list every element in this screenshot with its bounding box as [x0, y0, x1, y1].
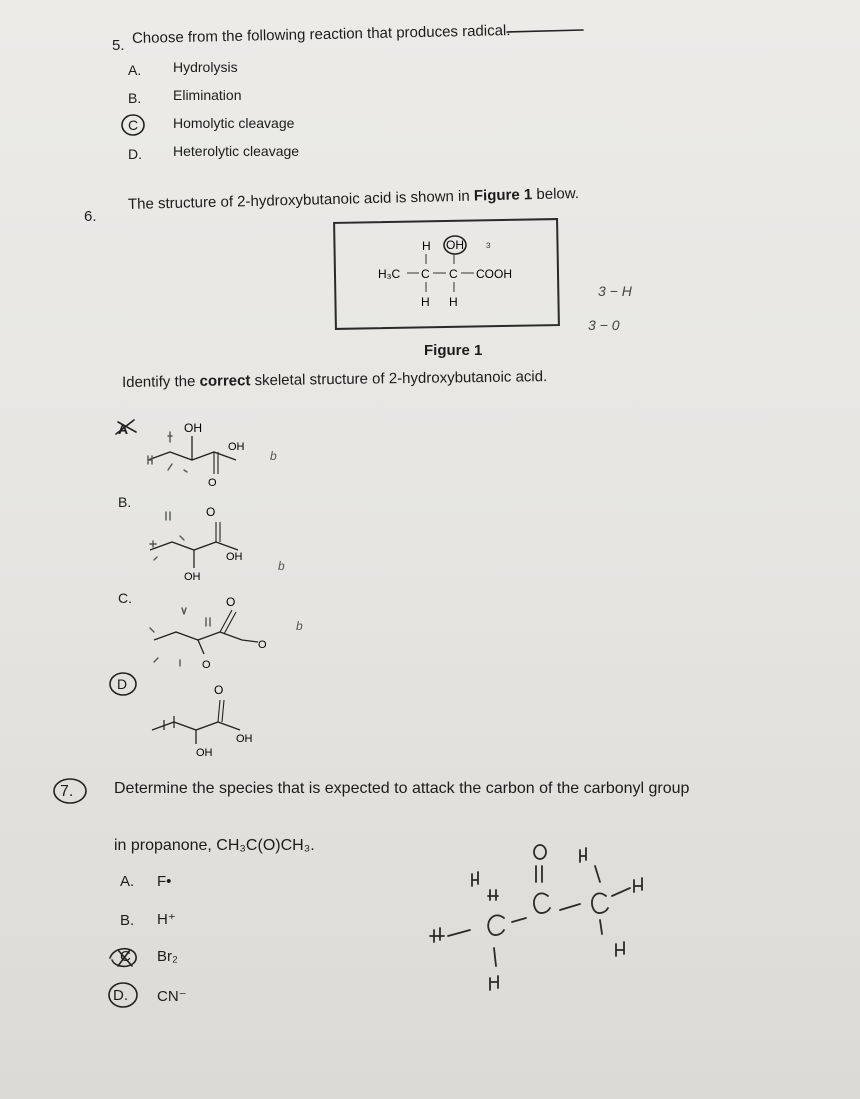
a-oh2: OH: [228, 441, 245, 453]
d-o: O: [214, 683, 224, 697]
q5-option-a-letter: A.: [128, 62, 142, 78]
q5-option-d-text[interactable]: Heterolytic cleavage: [173, 143, 300, 159]
fig-h-top: H: [422, 239, 431, 253]
figure-1-caption: Figure 1: [424, 342, 483, 359]
q6-option-d-letter[interactable]: D: [117, 676, 128, 692]
fig-h-bottom-1: H: [421, 295, 430, 309]
q6-number: 6.: [84, 208, 97, 225]
q5-option-a-text[interactable]: Hydrolysis: [173, 59, 238, 75]
q7-option-b-text[interactable]: H⁺: [157, 911, 176, 928]
q6-instruction: [122, 368, 547, 391]
handwritten-note-2: [586, 312, 646, 336]
b-oh: OH: [226, 551, 243, 563]
q6-text-pre: The structure of 2-hydroxybutanoic acid is shown in: [127, 187, 475, 213]
b-oh2: OH: [184, 571, 201, 583]
q7-option-c-text[interactable]: Br₂: [157, 948, 178, 965]
d-oh: OH: [236, 733, 253, 745]
d-oh2: OH: [196, 747, 213, 759]
q7-number: 7.: [60, 783, 74, 800]
q7-option-a-letter: A.: [120, 873, 135, 890]
fig-cooh: COOH: [476, 267, 512, 281]
q6-option-c-structure[interactable]: [140, 592, 303, 676]
q6-question: [128, 185, 579, 213]
q7-option-b-letter: B.: [120, 912, 135, 929]
svg-text:C: C: [421, 267, 430, 281]
q6-option-b-structure[interactable]: [140, 498, 300, 590]
svg-text:b: b: [278, 559, 285, 573]
a-o: O: [208, 477, 217, 489]
q6-option-a-cross-mark: [112, 416, 142, 438]
q6-text-bold: Figure 1: [473, 186, 533, 205]
svg-text:b: b: [296, 619, 303, 633]
q7-question-line-1: Determine the species that is expected to attack the carbon of the carbonyl group: [114, 780, 690, 797]
q5-option-c-letter: C: [128, 117, 139, 133]
c-o: O: [226, 595, 236, 609]
q5-question: Choose from the following reaction that produces radical.: [131, 22, 511, 47]
q5-option-b-letter: B.: [128, 90, 142, 106]
q5-option-c-text[interactable]: Homolytic cleavage: [173, 115, 295, 131]
a-oh: OH: [184, 421, 202, 435]
svg-text:C: C: [449, 267, 458, 281]
b-o: O: [206, 505, 216, 519]
q5-number: 5.: [112, 37, 125, 54]
q5-underline-mark: [505, 26, 585, 38]
q7-option-d-letter: D.: [113, 987, 128, 1004]
q6-text-post: below.: [532, 184, 580, 204]
q6-option-b-letter[interactable]: B.: [118, 494, 132, 510]
fig-h-bottom-2: H: [449, 295, 458, 309]
q6-option-a-letter[interactable]: A: [118, 421, 129, 437]
q6-option-a-structure[interactable]: [140, 412, 300, 496]
svg-text:3 − 0: 3 − 0: [588, 317, 620, 333]
q6-option-d-structure[interactable]: [140, 680, 300, 770]
c-o3: O: [202, 659, 211, 671]
svg-text:b: b: [270, 449, 277, 463]
q7-question-line-2: in propanone, CH₃C(O)CH₃.: [114, 837, 315, 854]
svg-text:3 − H: 3 − H: [598, 283, 632, 299]
handwritten-note-1: [596, 278, 656, 302]
handwritten-propanone-structure: [420, 838, 680, 998]
q6-instruction-bold: correct: [199, 372, 251, 390]
q7-option-c-letter: C: [120, 948, 131, 965]
q5-option-d-letter: D.: [128, 146, 142, 162]
q5-option-b-text[interactable]: Elimination: [173, 87, 242, 103]
figure-1-structure: [374, 228, 554, 320]
svg-text:ɜ: ɜ: [486, 240, 491, 251]
fig-h3c: H₃C: [378, 267, 401, 281]
q7-option-a-text[interactable]: F•: [157, 873, 172, 890]
q6-option-c-letter[interactable]: C.: [118, 590, 132, 606]
c-o2: O: [258, 639, 267, 651]
fig-oh-top: OH: [446, 238, 464, 252]
q6-instruction-post: skeletal structure of 2-hydroxybutanoic acid.: [250, 368, 548, 390]
q6-instruction-pre: Identify the: [121, 372, 200, 391]
q7-option-d-text[interactable]: CN⁻: [157, 988, 187, 1005]
